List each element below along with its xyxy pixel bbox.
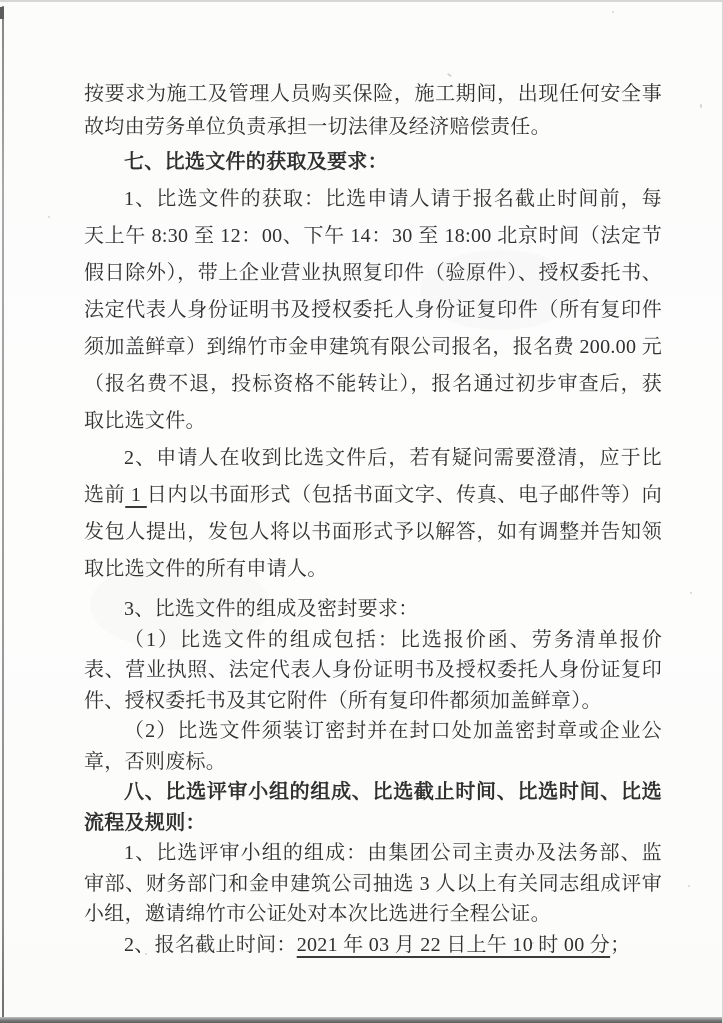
item-7-2-text-post: 日内以书面形式（包括书面文字、传真、电子邮件等）向发包人提出，发包人将以书面形式予以解答，如有调整并告知领取比选文件的所有申请人。	[84, 484, 662, 580]
section-tight-spacing	[84, 594, 662, 960]
scan-speck	[48, 216, 50, 218]
paragraph-item-7-2	[84, 440, 662, 588]
scan-speck	[447, 73, 452, 78]
paragraph-item-7-3: 3、比选文件的组成及密封要求：	[124, 598, 419, 620]
section-loose-spacing	[84, 78, 662, 588]
item-7-2-text-pre: 2、申请人在收到比选文件后，若有疑问需要澄清，应于比选前	[84, 447, 662, 506]
section-8-heading: 八、比选评审小组的组成、比选截止时间、比选时间、比选流程及规则：	[84, 781, 662, 834]
item-8-2-text-pre: 2、报名截止时间：	[124, 933, 297, 956]
item-8-2-text-post: ；	[610, 933, 631, 956]
scan-edge-top	[0, 0, 723, 2]
scan-edge-bottom	[0, 1017, 723, 1023]
scan-speck	[688, 885, 690, 887]
item-7-2-underlined-days: 1	[125, 484, 147, 506]
paragraph-liability-clause: 按要求为施工及管理人员购买保险，施工期间，出现任何安全事故均由劳务单位负责承担一切法律及经济赔偿责任。	[84, 83, 662, 138]
document-body	[84, 78, 662, 960]
section-7-heading: 七、比选文件的获取及要求：	[124, 151, 388, 173]
scan-edge-left	[2, 6, 4, 1019]
scan-speck	[612, 11, 614, 13]
item-8-2-underlined-deadline: 2021 年 03 月 22 日上午 10 时 00 分	[296, 933, 611, 956]
paragraph-item-7-1: 1、比选文件的获取：比选申请人请于报名截止时间前，每天上午 8:30 至 12：00、下午 14：30 至 18:00 北京时间（法定节假日除外），带上企业营业执照复印件（验原件）、授权委托书、法定代表人身份证明书及授权委托人身份证复印件（所有复印件须加盖鲜章）到绵竹市金申建筑有限公司报名，报名费 200.00 元（报名费不退，投标资格不能转让），报名通过初步审查后，获取比选文件。	[84, 188, 662, 432]
scan-edge-left-tick	[0, 7, 4, 19]
scan-speck	[690, 592, 692, 594]
paragraph-item-7-3-1: （1）比选文件的组成包括：比选报价函、劳务清单报价表、营业执照、法定代表人身份证明书及授权委托人身份证复印件、授权委托书及其它附件（所有复印件都须加盖鲜章）。	[84, 628, 662, 712]
paragraph-item-8-1: 1、比选评审小组的组成：由集团公司主责办及法务部、监审部、财务部门和金申建筑公司抽选 3 人以上有关同志组成评审小组，邀请绵竹市公证处对本次比选进行全程公证。	[84, 842, 662, 925]
paragraph-item-7-3-2: （2）比选文件须装订密封并在封口处加盖密封章或企业公章，否则废标。	[84, 720, 662, 773]
scan-speck	[700, 104, 702, 108]
paragraph-item-8-2	[84, 930, 662, 961]
